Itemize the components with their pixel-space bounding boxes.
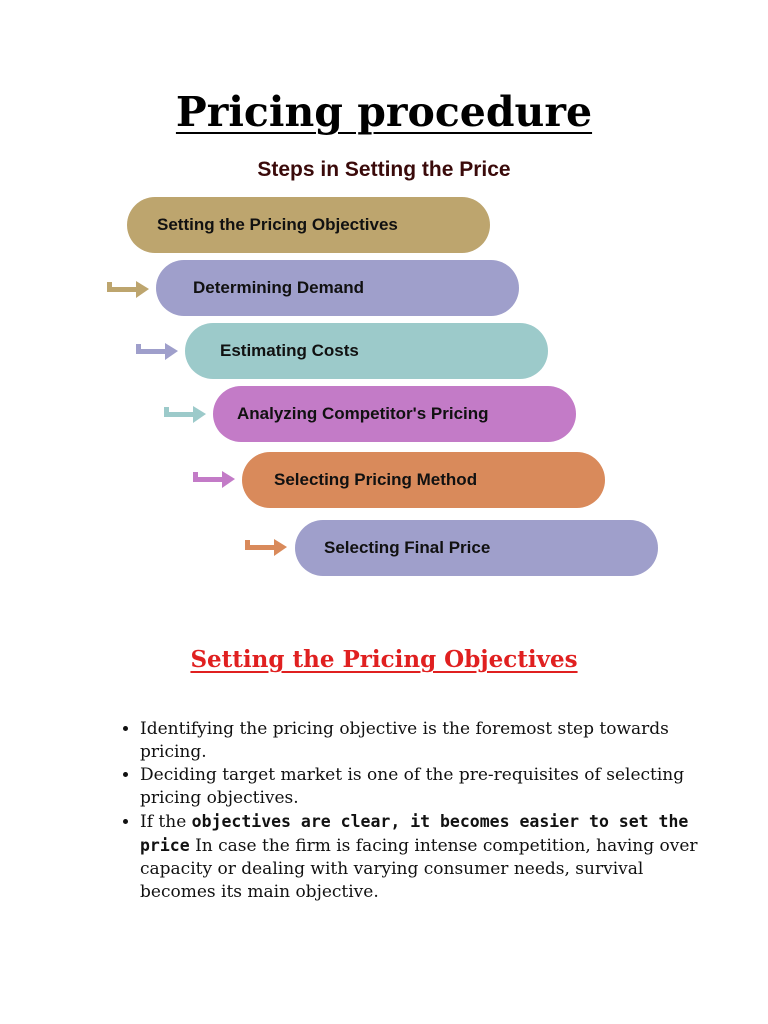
list-item	[140, 764, 700, 810]
bullet-text: Identifying the pricing objective is the foremost step towards pricing.	[140, 719, 669, 762]
step-label: Estimating Costs	[220, 341, 359, 360]
page-title: Pricing procedure	[175, 88, 593, 136]
step-label: Determining Demand	[193, 278, 364, 297]
bullet-text-suffix: In case the firm is facing intense competition, having over capacity or dealing with varying consumer needs, survival becomes its main objective.	[140, 836, 698, 902]
step-label: Selecting Final Price	[324, 538, 491, 557]
step-arrow-icon	[104, 278, 152, 302]
step-label: Selecting Pricing Method	[274, 470, 478, 489]
objectives-bullet-list	[118, 718, 700, 904]
bullet-text-prefix: If the	[140, 812, 192, 832]
step-arrow-icon	[190, 468, 238, 492]
list-item	[140, 810, 700, 904]
step-selecting-final-price	[295, 520, 658, 576]
step-estimating-costs	[185, 323, 548, 379]
step-label: Setting the Pricing Objectives	[157, 215, 398, 234]
step-analyzing-competitors-pricing	[213, 386, 576, 442]
bullet-text-bold: objectives are clear, it becomes easier to set the price	[140, 812, 689, 855]
bullet-text: Deciding target market is one of the pre-requisites of selecting pricing objectives.	[140, 765, 685, 808]
diagram-title: Steps in Setting the Price	[257, 158, 511, 181]
step-arrow-icon	[161, 403, 209, 427]
step-arrow-icon	[133, 340, 181, 364]
step-setting-pricing-objectives	[127, 197, 490, 253]
step-arrow-icon	[242, 536, 290, 560]
section-heading: Setting the Pricing Objectives	[190, 646, 578, 673]
list-item	[140, 718, 700, 764]
step-determining-demand	[156, 260, 519, 316]
step-label: Analyzing Competitor's Pricing	[237, 404, 489, 423]
step-selecting-pricing-method	[242, 452, 605, 508]
